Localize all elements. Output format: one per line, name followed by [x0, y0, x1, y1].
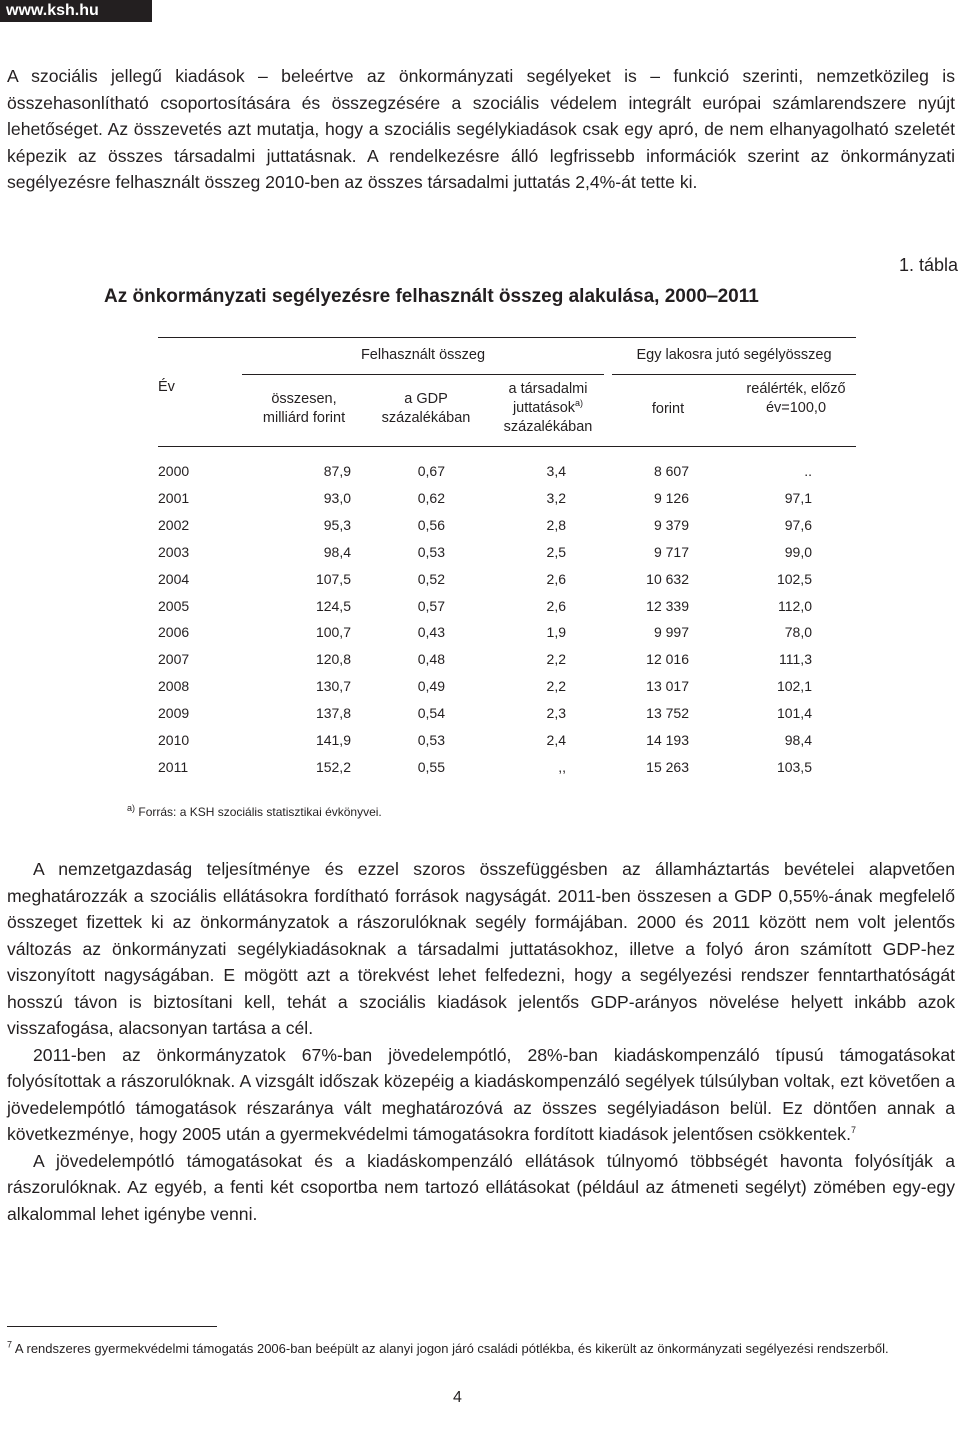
cell-year: 2002 [158, 516, 190, 533]
cell-real: 97,6 [784, 516, 812, 533]
cell-social: 3,2 [546, 489, 566, 506]
group-header-percapita: Egy lakosra jutó segélyösszeg [636, 347, 832, 363]
footnote-rule [7, 1326, 217, 1327]
body-paragraph-3: A jövedelempótló támogatásokat és a kiadáskompenzáló ellátások túlnyomó többségét havonta folyósítják a rászorulóknak. Az egyéb, a fenti két csoportba nem tartozó ellátásokat (például az átmeneti segélyt) zömében egy-egy alkalommal lehet igénybe venni. [7, 1150, 955, 1224]
cell-real: 111,3 [779, 651, 812, 668]
page-footnote [7, 1339, 955, 1359]
cell-total: 93,0 [323, 489, 351, 506]
col-header-gdp: a GDP százalékában [381, 391, 471, 426]
col-header-forint: forint [651, 401, 685, 417]
cell-year: 2004 [158, 570, 190, 587]
cell-gdp: 0,53 [417, 543, 445, 560]
cell-social: 2,8 [546, 516, 566, 533]
intro-paragraph [7, 63, 955, 196]
cell-social: 2,6 [546, 597, 566, 614]
cell-year: 2006 [158, 624, 190, 641]
cell-year: 2010 [158, 732, 190, 748]
cell-total: 120,8 [315, 651, 351, 668]
cell-gdp: 0,49 [417, 678, 445, 695]
cell-real: 112,0 [778, 597, 812, 614]
cell-year: 2001 [158, 489, 190, 506]
col-header-total: összesen, milliárd forint [262, 391, 346, 426]
col-header-social-suffix: százalékában [503, 419, 593, 435]
table-footnote [127, 805, 382, 819]
table-title: Az önkormányzati segélyezésre felhasznált összeg alakulása, 2000‒2011 [104, 286, 759, 307]
body-paragraph-2 [7, 1042, 955, 1148]
cell-social: 2,4 [546, 732, 566, 748]
cell-social: ,, [558, 758, 566, 775]
cell-real: 97,1 [784, 489, 812, 506]
cell-gdp: 0,55 [417, 758, 445, 775]
cell-gdp: 0,54 [417, 705, 445, 722]
page-number: 4 [453, 1389, 462, 1406]
cell-total: 130,7 [315, 678, 351, 695]
cell-year: 2000 [158, 463, 190, 479]
group-rule-used [242, 374, 604, 375]
cell-real: 78,0 [784, 624, 812, 641]
cell-year: 2011 [158, 758, 189, 775]
cell-total: 95,3 [323, 516, 351, 533]
cell-forint: 14 193 [646, 732, 689, 748]
cell-gdp: 0,56 [417, 516, 445, 533]
col-header-real: reálérték, előző év=100,0 [746, 381, 846, 416]
cell-total: 124,5 [315, 597, 351, 614]
cell-forint: 9 379 [653, 516, 689, 533]
cell-year: 2003 [158, 543, 190, 560]
cell-social: 3,4 [546, 463, 566, 479]
cell-gdp: 0,57 [417, 597, 445, 614]
col-header-year: Év [158, 379, 175, 395]
cell-social: 1,9 [546, 624, 566, 641]
cell-real: 101,4 [776, 705, 812, 722]
cell-total: 98,4 [323, 543, 351, 560]
cell-total: 141,9 [315, 732, 351, 748]
cell-forint: 13 017 [646, 678, 689, 695]
site-url[interactable]: www.ksh.hu [0, 0, 152, 22]
table-label: 1. tábla [898, 255, 958, 275]
cell-gdp: 0,67 [417, 463, 445, 479]
cell-social: 2,3 [546, 705, 566, 722]
body-text [7, 856, 955, 1227]
cell-social: 2,5 [546, 543, 566, 560]
cell-year: 2005 [158, 597, 190, 614]
table-footnote-text: Forrás: a KSH szociális statisztikai évkönyvei. [138, 805, 382, 819]
cell-social: 2,2 [546, 678, 566, 695]
col-header-social-note: a) [575, 398, 584, 409]
table-header-rule [158, 446, 856, 447]
cell-social: 2,2 [546, 651, 566, 668]
cell-year: 2007 [158, 651, 190, 668]
table-footnote-marker: a) [127, 803, 136, 813]
cell-total: 152,2 [315, 758, 351, 775]
cell-real: 103,5 [776, 758, 812, 775]
cell-real: 102,1 [776, 678, 812, 695]
cell-forint: 9 717 [653, 543, 689, 560]
cell-real: 99,0 [784, 543, 812, 560]
cell-gdp: 0,53 [417, 732, 445, 748]
cell-gdp: 0,52 [417, 570, 445, 587]
cell-forint: 9 126 [653, 489, 689, 506]
cell-total: 100,7 [315, 624, 351, 641]
table-top-rule [158, 337, 856, 338]
cell-real: 98,4 [784, 732, 812, 748]
cell-gdp: 0,62 [417, 489, 445, 506]
cell-gdp: 0,43 [417, 624, 445, 641]
page-footnote-marker: 7 [7, 1339, 13, 1350]
cell-real: 102,5 [776, 570, 812, 587]
page-footnote-text: A rendszeres gyermekvédelmi támogatás 2006-ban beépült az alanyi jogon járó családi pótlékba, és kikerült az önkormányzati segélyezési rendszerből. [14, 1341, 889, 1356]
col-header-social-text: a társadalmi juttatások [508, 381, 588, 416]
cell-year: 2009 [158, 705, 190, 722]
cell-forint: 15 263 [646, 758, 689, 775]
cell-forint: 10 632 [646, 570, 689, 587]
cell-year: 2008 [158, 678, 190, 695]
cell-forint: 9 997 [653, 624, 689, 641]
cell-total: 87,9 [323, 463, 351, 479]
cell-gdp: 0,48 [417, 651, 445, 668]
group-rule-percapita [612, 374, 856, 375]
col-header-social [492, 380, 604, 437]
cell-forint: 12 016 [646, 651, 689, 668]
cell-forint: 12 339 [646, 597, 689, 614]
body-paragraph-1: A nemzetgazdaság teljesítménye és ezzel szoros összefüggésben az államháztartás bevételei alapvetően meghatározzák a szociális ellátásokra fordítható források nagyságát. 2011-ben összesen a GDP 0,55%-ának megfelelő összeget fizettek ki az önkormányzatok a rászorulóknak segély formájában. 2000 és 2011 között nem volt jelentős változás az önkormányzati segélykiadásoknak a társadalmi juttatásokhoz, illetve a folyó áron számított GDP-hez viszonyított nagyságában. E mögött azt a törekvést lehet felfedezni, hogy a segélyezési rendszer fenntarthatóságát hosszú távon is biztosítani kell, tehát a szociális kiadások jelentős GDP-arányos növelése helyett inkább azok visszafogása, alacsonyan tartása a cél. [7, 859, 955, 1038]
body-paragraph-2-text: 2011-ben az önkormányzatok 67%-ban jövedelempótló, 28%-ban kiadáskompenzáló típusú támogatásokat folyósítottak a rászorulóknak. A vizsgált időszak közepéig a kiadáskompenzáló segélyek túlsúlyban voltak, ezt követően a jövedelempótló támogatások részaránya vált meghatározóvá az összes segélyiadáson belül. Ez döntően annak a következménye, hogy 2005 után a gyermekvédelmi támogatásokra fordított kiadások jelentősen csökkentek. [7, 1044, 955, 1144]
cell-real: .. [804, 463, 812, 479]
footnote-ref-7: 7 [851, 1125, 857, 1136]
cell-forint: 13 752 [646, 705, 689, 722]
intro-text: A szociális jellegű kiadások – beleértve az önkormányzati segélyeket is – funkció szerinti, nemzetközileg is összehasonlítható csoportosítására és összegzésére a szociális védelem integrált európai számlarendszere nyújt lehetőséget. Az összevetés azt mutatja, hogy a szociális segélykiadások csak egy apró, de nem elhanyagolható szeletét képezik az összes társadalmi juttatásnak. A rendelkezésre álló legfrissebb információk szerint az önkormányzati segélyezésre felhasznált összeg 2010-ben az összes társadalmi juttatás 2,4%-át tette ki. [7, 66, 955, 192]
cell-forint: 8 607 [653, 463, 689, 479]
cell-total: 107,5 [315, 570, 351, 587]
group-header-used: Felhasznált összeg [360, 347, 486, 363]
cell-total: 137,8 [315, 705, 351, 722]
cell-social: 2,6 [546, 570, 566, 587]
